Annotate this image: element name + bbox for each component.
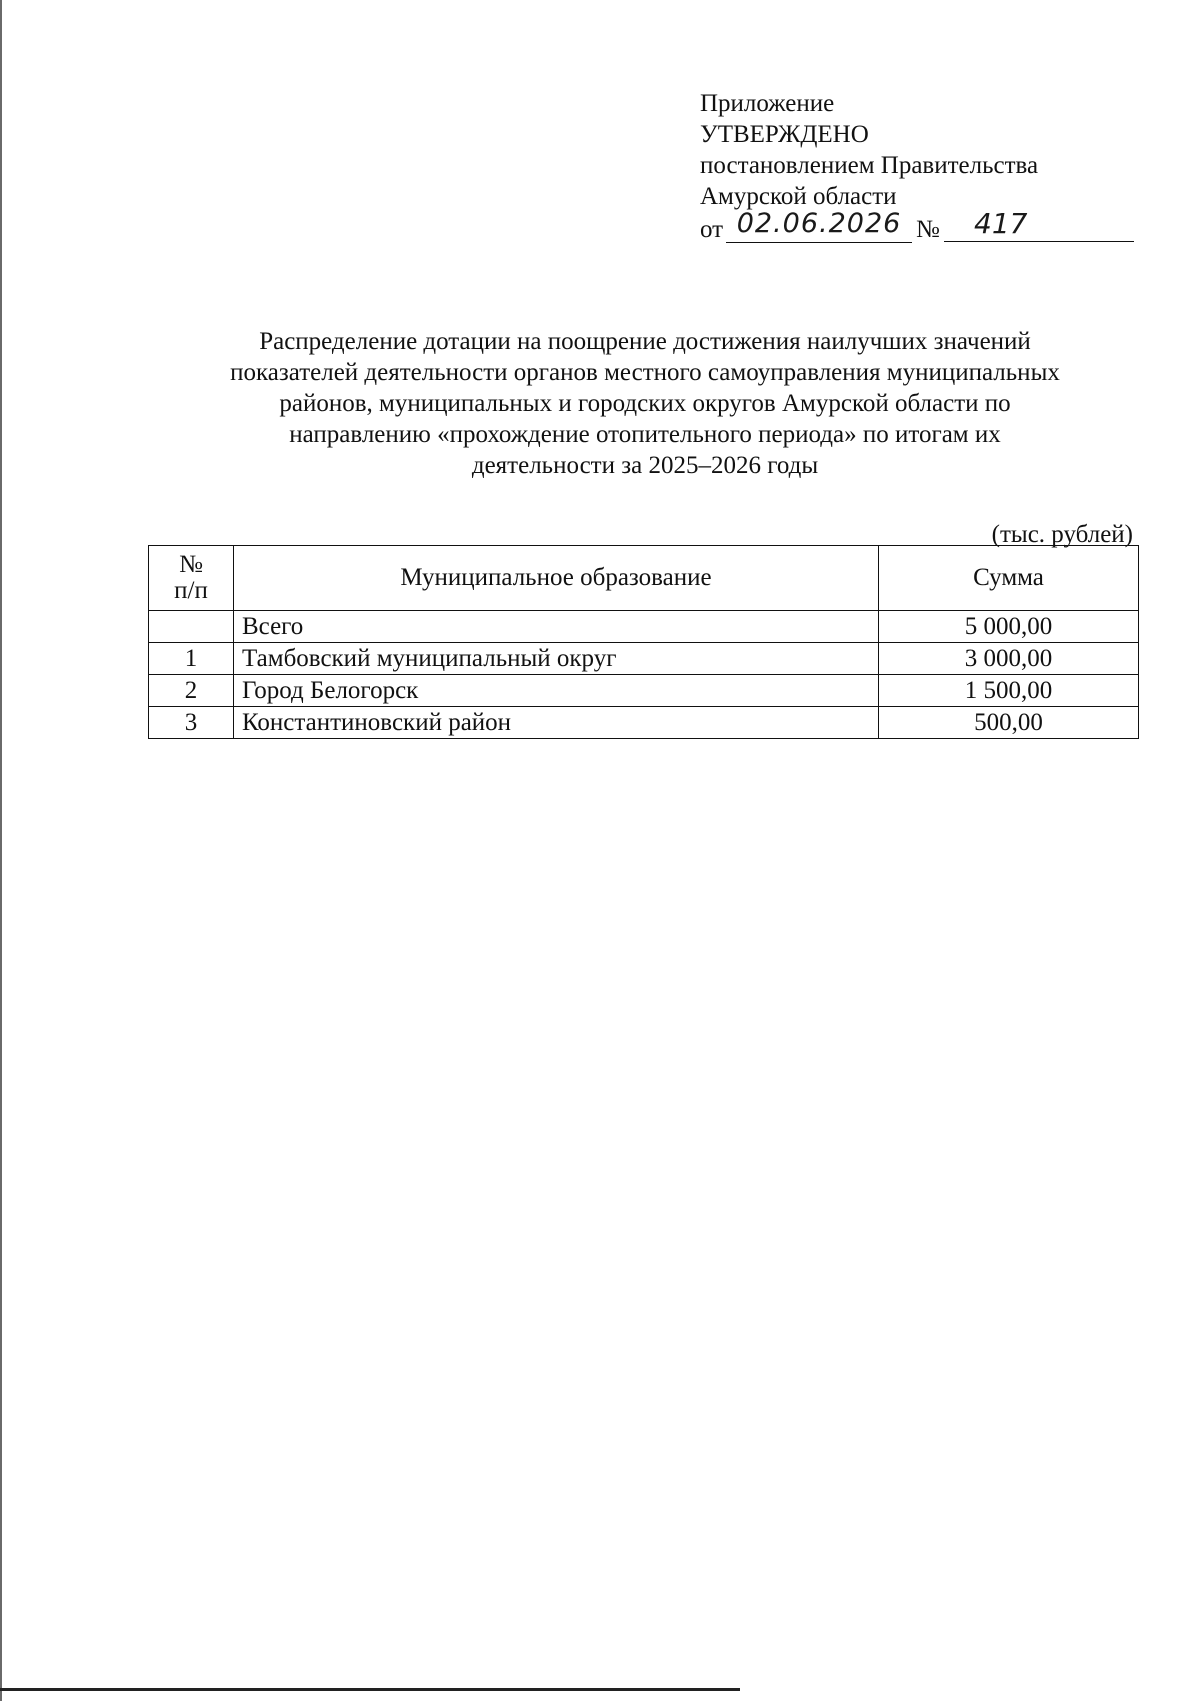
- table-row: [149, 707, 1139, 739]
- units-note: (тыс. рублей): [991, 521, 1133, 548]
- table-row: [149, 675, 1139, 707]
- approval-block: [700, 88, 1140, 248]
- number-sign: №: [916, 216, 940, 243]
- header-municipality: Муниципальное образование: [234, 546, 879, 611]
- approved-label: УТВЕРЖДЕНО: [700, 121, 869, 148]
- handwritten-number: 417: [944, 208, 1134, 242]
- row-number: 1: [149, 643, 234, 675]
- scan-left-edge: [0, 0, 2, 1701]
- approval-authority-line1: постановлением Правительства: [700, 152, 1039, 179]
- distribution-table: [148, 545, 1139, 739]
- header-number-abbr: п/п: [174, 577, 208, 604]
- row-municipality: Всего: [234, 611, 879, 643]
- header-sum: Сумма: [879, 546, 1139, 611]
- row-municipality: Тамбовский муниципальный округ: [234, 643, 879, 675]
- header-number-sign: №: [179, 551, 203, 578]
- decree-reference: [700, 207, 1140, 248]
- row-number: 2: [149, 675, 234, 707]
- appendix-label: Приложение: [700, 90, 835, 117]
- row-municipality: Город Белогорск: [234, 675, 879, 707]
- row-municipality: Константиновский район: [234, 707, 879, 739]
- title-line: Распределение дотации на поощрение достижения наилучших значений: [259, 328, 1031, 355]
- table-row: [149, 611, 1139, 643]
- row-sum: 500,00: [879, 707, 1139, 739]
- row-number: 3: [149, 707, 234, 739]
- table-row: [149, 643, 1139, 675]
- row-sum: 5 000,00: [879, 611, 1139, 643]
- handwritten-date: 02.06.2026: [726, 208, 912, 243]
- title-line: районов, муниципальных и городских округов Амурской области по: [279, 390, 1011, 417]
- title-line: показателей деятельности органов местного самоуправления муниципальных: [230, 359, 1060, 386]
- row-number: [149, 611, 234, 643]
- document-title: [150, 326, 1140, 481]
- scan-bottom-edge: [0, 1688, 740, 1691]
- title-line: направлению «прохождение отопительного периода» по итогам их: [289, 421, 1001, 448]
- table-header-row: [149, 546, 1139, 611]
- approval-authority-line2: Амурской области: [700, 183, 897, 210]
- title-line: деятельности за 2025–2026 годы: [471, 452, 819, 479]
- row-sum: 3 000,00: [879, 643, 1139, 675]
- row-sum: 1 500,00: [879, 675, 1139, 707]
- date-prefix: от: [700, 216, 724, 243]
- header-number: [149, 546, 234, 611]
